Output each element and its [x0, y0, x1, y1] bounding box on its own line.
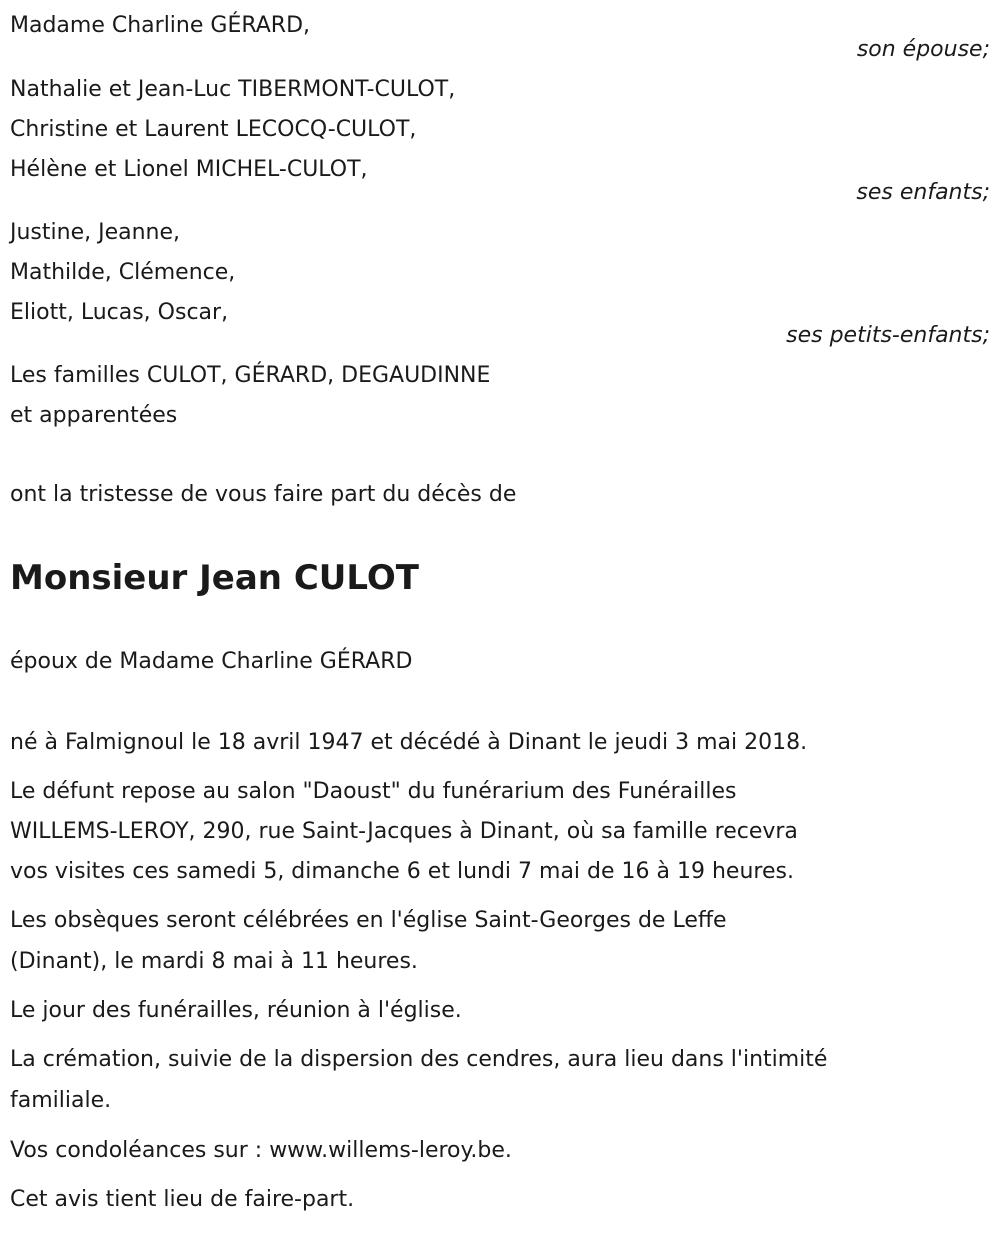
condolences-text: Vos condoléances sur : www.willems-leroy.be. [10, 1138, 512, 1163]
announcement-text: ont la tristesse de vous faire part du décès de [10, 482, 517, 507]
notice-text: Cet avis tient lieu de faire-part. [10, 1187, 355, 1212]
meeting-text: Le jour des funérailles, réunion à l'église. [10, 998, 462, 1023]
cremation-text: familiale. [10, 1088, 112, 1113]
family-line: Hélène et Lionel MICHEL-CULOT, [10, 157, 368, 182]
cremation-text: La crémation, suivie de la dispersion des cendres, aura lieu dans l'intimité [10, 1047, 828, 1072]
deceased-name: Monsieur Jean CULOT [10, 558, 419, 598]
visitation-text: vos visites ces samedi 5, dimanche 6 et lundi 7 mai de 16 à 19 heures. [10, 859, 794, 884]
relation-label: son épouse; [856, 37, 990, 62]
family-line: Madame Charline GÉRARD, [10, 13, 311, 38]
family-line: Eliott, Lucas, Oscar, [10, 300, 229, 325]
family-line: Les familles CULOT, GÉRARD, DEGAUDINNE [10, 363, 491, 388]
funeral-text: (Dinant), le mardi 8 mai à 11 heures. [10, 949, 418, 974]
relation-label: ses petits-enfants; [786, 323, 990, 348]
family-line: Nathalie et Jean-Luc TIBERMONT-CULOT, [10, 77, 456, 102]
family-line: Christine et Laurent LECOCQ-CULOT, [10, 117, 417, 142]
relation-label: ses enfants; [856, 180, 990, 205]
family-line: Justine, Jeanne, [10, 220, 181, 245]
visitation-text: WILLEMS-LEROY, 290, rue Saint-Jacques à Dinant, où sa famille recevra [10, 819, 798, 844]
family-line: Mathilde, Clémence, [10, 260, 236, 285]
visitation-text: Le défunt repose au salon "Daoust" du funérarium des Funérailles [10, 779, 737, 804]
funeral-text: Les obsèques seront célébrées en l'église Saint-Georges de Leffe [10, 908, 727, 933]
birth-death-text: né à Falmignoul le 18 avril 1947 et décédé à Dinant le jeudi 3 mai 2018. [10, 730, 808, 755]
family-line: et apparentées [10, 403, 178, 428]
spouse-line: époux de Madame Charline GÉRARD [10, 649, 413, 674]
